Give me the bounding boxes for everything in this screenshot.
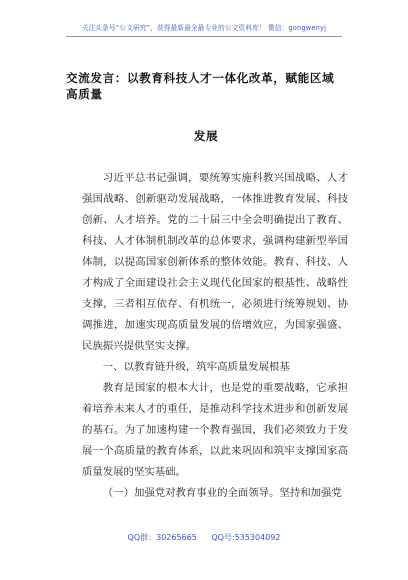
header-divider xyxy=(66,36,342,37)
footer-qq-group: QQ群：30265665 xyxy=(127,533,197,542)
document-title-line1: 交流发言：以教育科技人才一体化改革，赋能区域高质量 xyxy=(66,71,335,101)
paragraph-intro: 习近平总书记强调，要统筹实施科教兴国战略、人才强国战略、创新驱动发展战略，一体推进教育发展、科技创新、人才培养。党的二十届三中全会明确提出了教育、科技、人才体制机制改革的总体要求，强调构建新型举国体制，以提高国家创新体系的整体效能。教育、科技、人才构成了全面建设社会主义现代化国家的根基性、战略性支撑，三者相互依存、有机统一，必须进行统筹规划、协调推进，加速实现高质量发展的倍增效应，为国家强盛、民族振兴提供坚实支撑。 xyxy=(82,172,348,352)
footer xyxy=(0,532,408,543)
document-body xyxy=(82,168,348,504)
subsection-heading-1: （一）加强党对教育事业的全面领导。坚持和加强党 xyxy=(102,487,342,499)
paragraph-education: 教育是国家的根本大计，也是党的重要战略，它承担着培养未来人才的重任，是推动科学技术进步和创新发展的基石。为了加速构建一个教育强国，我们必须致力于发展一个高质量的教育体系，以此来巩固和筑牢支撑国家高质量发展的坚实基础。 xyxy=(82,382,348,478)
footer-qq-number: QQ号:535304092 xyxy=(211,533,281,542)
section-heading-1: 一、以教育链升级，筑牢高质量发展根基 xyxy=(102,361,290,373)
document-title-line2: 发展 xyxy=(193,129,219,143)
header-banner: 关注头条号“公文研究”，获得最新最全最专业的公文资料库！ 微信：gongwenyj xyxy=(81,24,327,32)
